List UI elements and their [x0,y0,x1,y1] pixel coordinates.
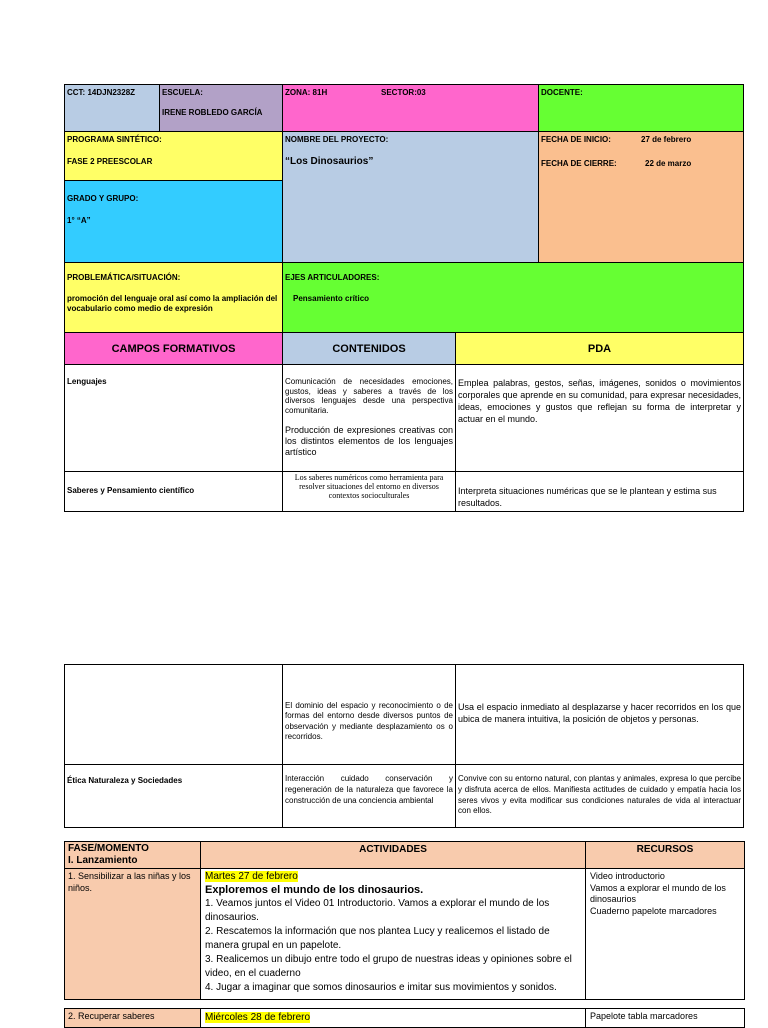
contenido-lenguajes-2: Producción de expresiones creativas con los distintos elementos de los lenguajes artístico [285,425,453,457]
header-recursos-text: RECURSOS [636,844,694,855]
campo-espacio [64,664,283,765]
fase-row-1 [64,868,201,1000]
pda-saberes-text: Interpreta situaciones numéricas que se le plantean y estima sus resultados. [458,486,717,509]
problematica-value: promoción del lenguaje oral así como la ampliación del vocabulario como medio de expresión [67,294,278,313]
proyecto-value: “Los Dinosaurios” [285,156,374,167]
header-pda [455,332,744,365]
grado-value: 1° “A” [67,216,91,225]
header-actividades-text: ACTIVIDADES [359,844,427,855]
header-pda-text: PDA [587,342,612,355]
escuela-cell [159,84,283,132]
programa-cell [64,131,283,181]
header-recursos [585,841,745,869]
fechas-cell [538,131,744,263]
ejes-cell [282,262,744,333]
contenido-saberes [282,471,456,512]
activity-title-1: Exploremos el mundo de los dinosaurios. [205,884,424,896]
header-contenidos [282,332,456,365]
pda-lenguajes [455,364,744,472]
zona-cell [282,84,539,132]
recurso-item: Vamos a explorar el mundo de los dinosaurios [590,882,726,905]
pda-espacio-text: Usa el espacio inmediato al desplazarse y hacer recorridos en los que ubica de manera intuitiva, la posición de objetos y personas. [458,702,741,725]
proyecto-label: NOMBRE DEL PROYECTO: [285,135,389,144]
escuela-label: ESCUELA: [162,88,203,97]
recursos-row-1 [585,868,745,1000]
inicio-value: 27 de febrero [641,135,692,144]
activity-item: 2. Rescatemos la información que nos plantea Lucy y realicemos el listado de manera grupal en un papelote. [205,926,550,952]
contenido-etica-text: Interacción cuidado conservación y regeneración de la naturaleza que favorece la construcción de una conciencia ambiental [285,774,453,805]
contenido-etica [282,764,456,828]
programa-value: FASE 2 PREESCOLAR [67,157,153,166]
escuela-value: IRENE ROBLEDO GARCÍA [162,108,263,117]
campo-etica-text: Ética Naturaleza y Sociedades [67,776,183,785]
campo-saberes-text: Saberes y Pensamiento científico [67,486,195,495]
zona-text: ZONA: 81H [285,88,328,97]
contenido-lenguajes-1: Comunicación de necesidades emociones, gustos, ideas y saberes a través de los diversos lenguajes desde una perspectiva comunitaria. [285,377,453,415]
campo-etica [64,764,283,828]
header-actividades [200,841,586,869]
recurso-item: Video introductorio [590,871,665,881]
problematica-cell [64,262,283,333]
programa-label: PROGRAMA SINTÉTICO: [67,135,162,144]
cierre-label: FECHA DE CIERRE: [541,159,617,168]
fase-row-1-text: 1. Sensibilizar a las niñas y los niños. [68,871,191,893]
contenido-lenguajes [282,364,456,472]
inicio-label: FECHA DE INICIO: [541,135,611,144]
activity-date-1: Martes 27 de febrero [205,871,298,882]
grado-cell [64,180,283,263]
recurso-item: Papelote tabla marcadores [590,1011,698,1021]
docente-label: DOCENTE: [541,88,583,97]
contenido-espacio-text: El dominio del espacio y reconocimiento o de formas del entorno desde diversos puntos de observación y mediante desplazamiento os o recorridos. [285,701,453,742]
pda-etica [455,764,744,828]
recurso-item: Cuaderno papelote marcadores [590,906,717,917]
docente-cell [538,84,744,132]
campo-lenguajes [64,364,283,472]
activity-date-2: Miércoles 28 de febrero [205,1012,311,1023]
campo-saberes [64,471,283,512]
problematica-label: PROBLEMÁTICA/SITUACIÓN: [67,273,181,282]
fase-row-2 [64,1008,201,1028]
grado-label: GRADO Y GRUPO: [67,194,139,203]
header-fase [64,841,201,869]
campo-lenguajes-text: Lenguajes [67,377,107,386]
activity-item: 1. Veamos juntos el Video 01 Introductorio. Vamos a explorar el mundo de los dinosaurios. [205,898,550,924]
ejes-label: EJES ARTICULADORES: [285,273,380,282]
activity-item: 3. Realicemos un dibujo entre todo el grupo de nuestras ideas y opiniones sobre el video, en el cuaderno [205,954,572,980]
pda-saberes [455,471,744,512]
header-fase-sub: I. Lanzamiento [68,855,138,866]
activity-item: 4. Jugar a imaginar que somos dinosaurios e imitar sus movimientos y sonidos. [205,982,557,994]
recursos-row-2 [585,1008,745,1028]
cct-cell [64,84,160,132]
fase-row-2-text: 2. Recuperar saberes [68,1011,155,1021]
cct-text: CCT: 14DJN2328Z [67,88,136,97]
header-contenidos-text: CONTENIDOS [332,342,406,355]
actividades-row-1 [200,868,586,1000]
header-campos [64,332,283,365]
header-campos-text: CAMPOS FORMATIVOS [111,342,236,355]
sector-text: SECTOR:03 [381,88,426,97]
header-fase-text: FASE/MOMENTO [68,843,149,854]
pda-lenguajes-text: Emplea palabras, gestos, señas, imágenes, sonidos o movimientos corporales que aprende en su comunidad, para expresar necesidades, ideas, emociones y gustos que reflejan su forma de interpretar y actuar en el mundo. [458,378,741,425]
cierre-value: 22 de marzo [645,159,692,168]
contenido-espacio [282,664,456,765]
ejes-value: Pensamiento crítico [293,294,370,303]
actividades-row-2 [200,1008,586,1028]
pda-espacio [455,664,744,765]
contenido-saberes-text: Los saberes numéricos como herramienta para resolver situaciones del entorno en diversos contextos socioculturales [294,473,444,501]
proyecto-cell [282,131,539,263]
pda-etica-text: Convive con su entorno natural, con plantas y animales, expresa lo que percibe y disfruta acerca de ellos. Manifiesta actitudes de cuidado y empatía hacia los seres vivos y evita modificar sus condiciones naturales de vida al interactuar con ellos. [458,774,741,816]
